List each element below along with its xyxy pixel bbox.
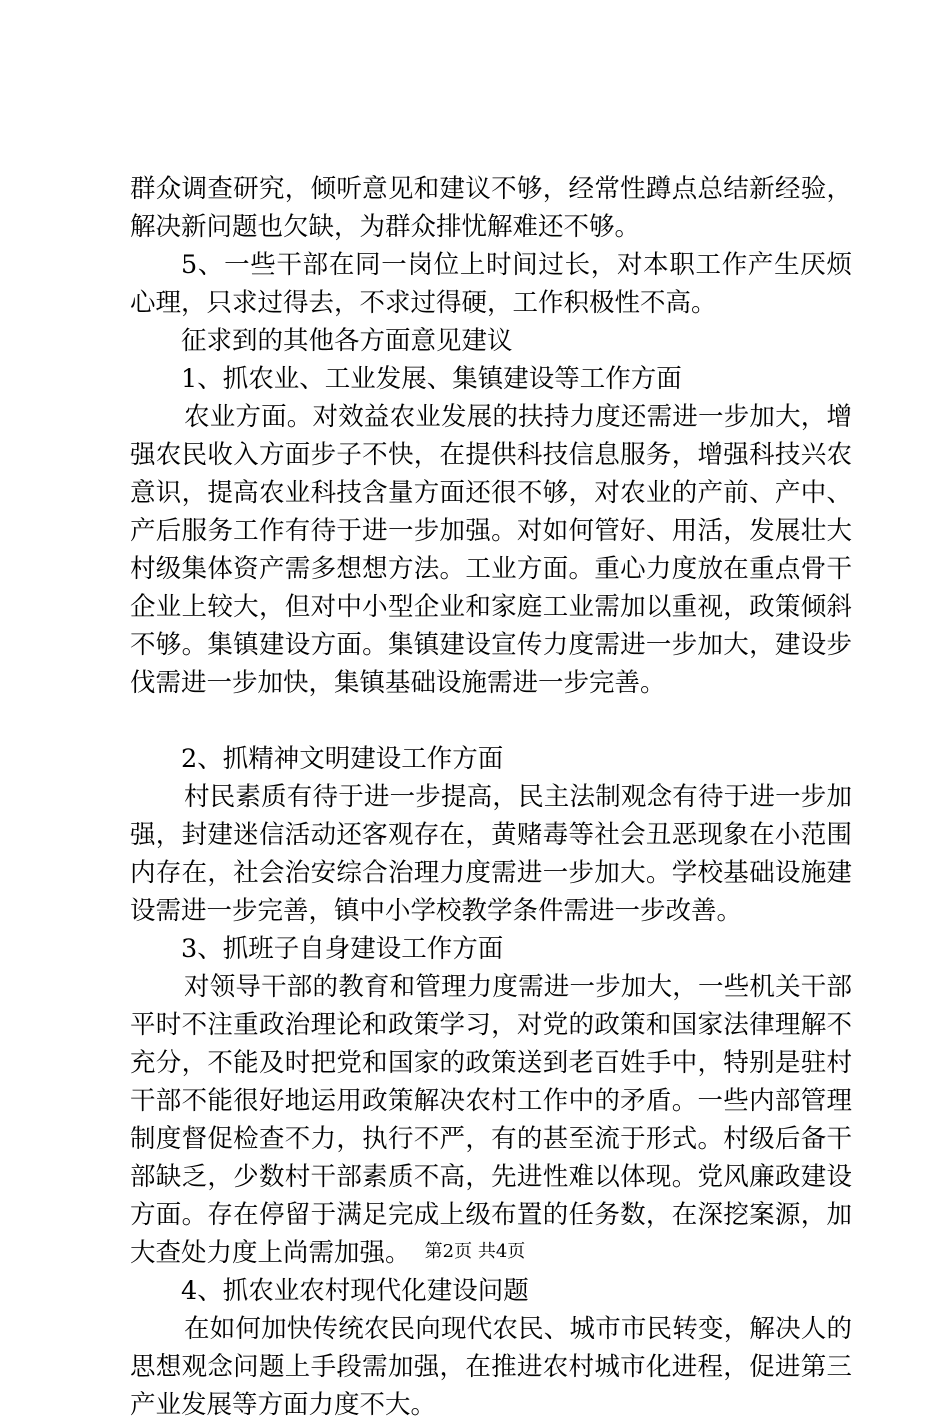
section-heading-4: 4、抓农业农村现代化建设问题 xyxy=(181,1276,529,1306)
paragraph-agriculture: 农业方面。对效益农业发展的扶持力度还需进一步加大，增强农民收入方面步子不快，在提供科技信息服务，增强科技兴农意识，提高农业科技含量方面还很不够，对农业的产前、产中、产后服务工作有待于进一步加强。对如何管好、用活，发展壮大村级集体资产需多想想方法。工业方面。重心力度放在重点骨干企业上较大，但对中小型企业和家庭工业需加以重视，政策倾斜不够。集镇建设方面。集镇建设宣传力度需进一步加大，建设步伐需进一步加快，集镇基础设施需进一步完善。 xyxy=(130,402,852,698)
paragraph-1: 群众调查研究，倾听意见和建议不够，经常性蹲点总结新经验，解决新问题也欠缺，为群众排忧解难还不够。 xyxy=(130,174,852,242)
section-heading-other-opinions: 征求到的其他各方面意见建议 xyxy=(181,326,513,356)
section-heading-1: 1、抓农业、工业发展、集镇建设等工作方面 xyxy=(181,364,682,394)
document-body xyxy=(130,170,852,1424)
paragraph-team-building: 对领导干部的教育和管理力度需进一步加大，一些机关干部平时不注重政治理论和政策学习，对党的政策和国家法律理解不充分，不能及时把党和国家的政策送到老百姓手中，特别是驻村干部不能很好地运用政策解决农村工作中的矛盾。一些内部管理制度督促检查不力，执行不严，有的甚至流于形式。村级后备干部缺乏，少数村干部素质不高，先进性难以体现。党风廉政建设方面。存在停留于满足完成上级布置的任务数，在深挖案源，加大查处力度上尚需加强。 xyxy=(130,972,852,1268)
paragraph-civilization: 村民素质有待于进一步提高，民主法制观念有待于进一步加强，封建迷信活动还客观存在，黄赌毒等社会丑恶现象在小范围内存在，社会治安综合治理力度需进一步加大。学校基础设施建设需进一步完善，镇中小学校教学条件需进一步改善。 xyxy=(130,782,852,926)
paragraph-2: 5、一些干部在同一岗位上时间过长，对本职工作产生厌烦心理，只求过得去，不求过得硬，工作积极性不高。 xyxy=(130,250,852,318)
section-heading-2: 2、抓精神文明建设工作方面 xyxy=(181,744,504,774)
section-heading-3: 3、抓班子自身建设工作方面 xyxy=(181,934,504,964)
page-number-footer: 第2页 共4页 xyxy=(424,1241,526,1262)
paragraph-modernization: 在如何加快传统农民向现代农民、城市市民转变，解决人的思想观念问题上手段需加强，在推进农村城市化进程，促进第三产业发展等方面力度不大。 xyxy=(130,1314,852,1420)
